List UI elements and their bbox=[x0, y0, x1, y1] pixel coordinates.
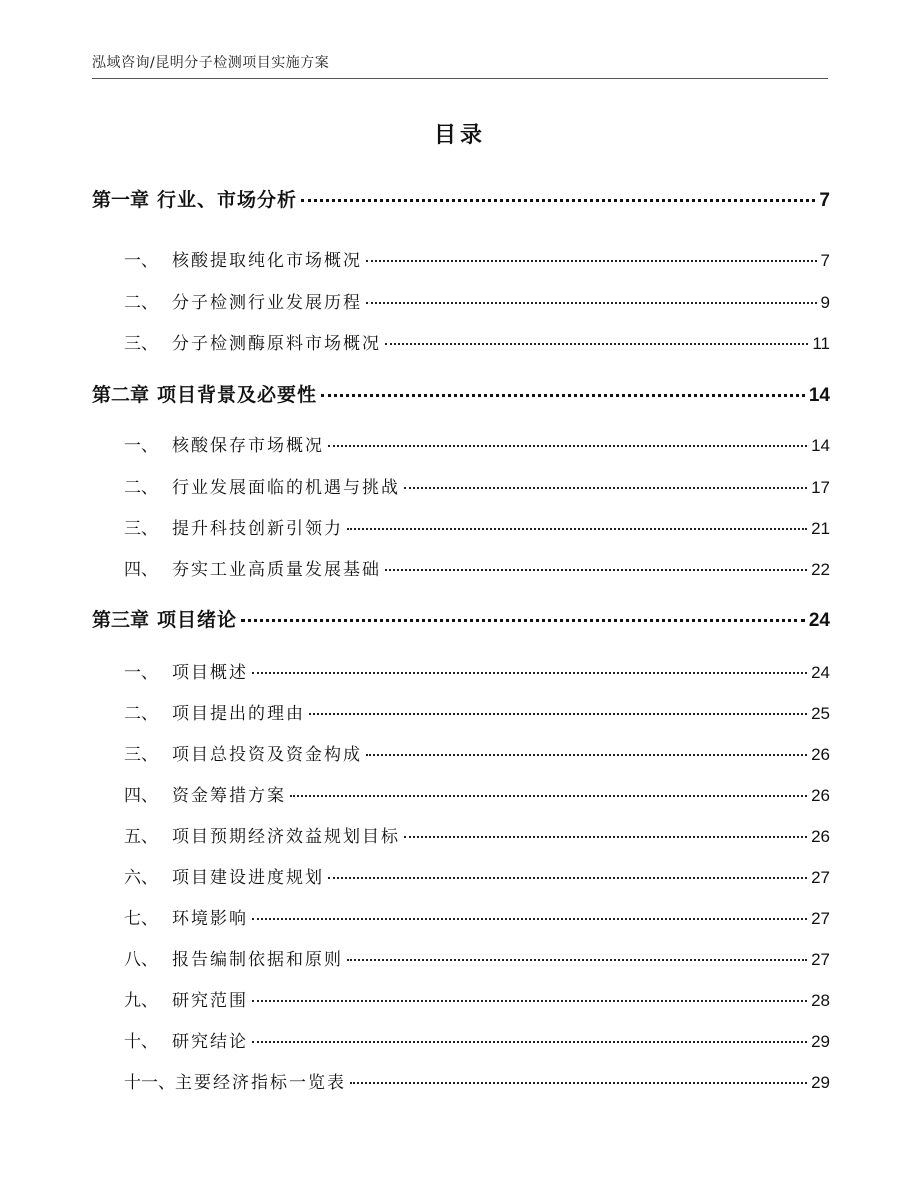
toc-chapter-entry[interactable] bbox=[92, 185, 830, 212]
toc-section-entry[interactable] bbox=[92, 473, 830, 498]
toc-entry-title: 研究结论 bbox=[172, 1032, 248, 1052]
toc-dot-leader bbox=[350, 1082, 807, 1084]
header-divider bbox=[92, 78, 828, 79]
toc-section-entry[interactable] bbox=[92, 1027, 830, 1052]
toc-dot-leader bbox=[347, 528, 807, 530]
toc-section-entry[interactable] bbox=[92, 699, 830, 724]
toc-dot-leader bbox=[385, 569, 807, 571]
toc-dot-leader bbox=[309, 713, 807, 715]
toc-entry-number: 七、 bbox=[124, 909, 158, 929]
toc-entry-title: 项目总投资及资金构成 bbox=[172, 745, 362, 765]
toc-entry-page-number: 24 bbox=[808, 610, 830, 631]
toc-entry-number: 第一章 bbox=[92, 189, 150, 211]
toc-chapter-entry[interactable] bbox=[92, 605, 830, 632]
toc-section-entry[interactable] bbox=[92, 904, 830, 929]
toc-entry-page-number: 7 bbox=[820, 251, 830, 270]
toc-entry-number: 一、 bbox=[124, 663, 158, 683]
toc-section-entry[interactable] bbox=[92, 863, 830, 888]
toc-entry-page-number: 26 bbox=[811, 827, 830, 846]
toc-entry-title: 报告编制依据和原则 bbox=[172, 950, 343, 970]
toc-chapter-entry[interactable] bbox=[92, 380, 830, 407]
toc-section-entry[interactable] bbox=[92, 329, 830, 354]
toc-dot-leader bbox=[321, 394, 805, 397]
toc-dot-leader bbox=[385, 343, 808, 345]
toc-entry-title: 核酸提取纯化市场概况 bbox=[172, 251, 362, 271]
toc-entry-page-number: 27 bbox=[811, 950, 830, 969]
toc-section-entry[interactable] bbox=[92, 740, 830, 765]
toc-section-entry[interactable] bbox=[92, 514, 830, 539]
toc-dot-leader bbox=[241, 619, 805, 622]
toc-entry-number: 第三章 bbox=[92, 609, 150, 631]
toc-entry-title: 行业、市场分析 bbox=[157, 189, 298, 211]
toc-entry-title: 研究范围 bbox=[172, 991, 248, 1011]
toc-entry-number: 八、 bbox=[124, 950, 158, 970]
toc-entry-number: 三、 bbox=[124, 519, 158, 539]
toc-dot-leader bbox=[252, 1000, 807, 1002]
toc-entry-page-number: 28 bbox=[811, 991, 830, 1010]
toc-dot-leader bbox=[252, 1041, 807, 1043]
toc-entry-page-number: 11 bbox=[812, 334, 830, 353]
toc-entry-title: 项目绪论 bbox=[157, 609, 238, 631]
toc-entry-title: 分子检测酶原料市场概况 bbox=[172, 334, 381, 354]
toc-section-entry[interactable] bbox=[92, 945, 830, 970]
toc-entry-page-number: 14 bbox=[811, 436, 830, 455]
toc-entry-page-number: 21 bbox=[811, 519, 830, 538]
toc-section-entry[interactable] bbox=[92, 658, 830, 683]
toc-entry-number: 三、 bbox=[124, 745, 158, 765]
toc-entry-title: 资金筹措方案 bbox=[172, 786, 286, 806]
toc-entry-page-number: 9 bbox=[820, 293, 830, 312]
toc-entry-number: 二、 bbox=[124, 478, 158, 498]
toc-dot-leader bbox=[301, 199, 815, 202]
toc-entry-title: 项目概述 bbox=[172, 663, 248, 683]
toc-entry-number: 五、 bbox=[124, 827, 158, 847]
page-header: 泓域咨询/昆明分子检测项目实施方案 bbox=[92, 55, 330, 71]
toc-section-entry[interactable] bbox=[92, 781, 830, 806]
toc-entry-number: 十一、 bbox=[124, 1073, 175, 1093]
toc-entry-title: 项目预期经济效益规划目标 bbox=[172, 827, 400, 847]
toc-dot-leader bbox=[252, 918, 807, 920]
toc-entry-title: 夯实工业高质量发展基础 bbox=[172, 560, 381, 580]
toc-entry-page-number: 27 bbox=[811, 868, 830, 887]
toc-entry-number: 三、 bbox=[124, 334, 158, 354]
toc-entry-number: 二、 bbox=[124, 704, 158, 724]
toc-entry-page-number: 26 bbox=[811, 745, 830, 764]
toc-section-entry[interactable] bbox=[92, 288, 830, 313]
toc-entry-page-number: 29 bbox=[811, 1032, 830, 1051]
toc-entry-title: 项目背景及必要性 bbox=[157, 384, 318, 406]
toc-section-entry[interactable] bbox=[92, 431, 830, 456]
toc-entry-page-number: 14 bbox=[808, 385, 830, 406]
toc-entry-page-number: 27 bbox=[811, 909, 830, 928]
toc-entry-number: 一、 bbox=[124, 251, 158, 271]
toc-dot-leader bbox=[328, 877, 807, 879]
toc-section-entry[interactable] bbox=[92, 246, 830, 271]
toc-dot-leader bbox=[404, 836, 807, 838]
toc-dot-leader bbox=[366, 754, 807, 756]
toc-entry-number: 六、 bbox=[124, 868, 158, 888]
toc-entry-page-number: 25 bbox=[811, 704, 830, 723]
toc-entry-number: 四、 bbox=[124, 786, 158, 806]
toc-entry-title: 分子检测行业发展历程 bbox=[172, 293, 362, 313]
toc-dot-leader bbox=[347, 959, 807, 961]
toc-title: 目录 bbox=[433, 123, 486, 148]
toc-section-entry[interactable] bbox=[92, 822, 830, 847]
toc-dot-leader bbox=[404, 487, 807, 489]
toc-entry-page-number: 29 bbox=[811, 1073, 830, 1092]
toc-section-entry[interactable] bbox=[92, 986, 830, 1011]
toc-entry-title: 提升科技创新引领力 bbox=[172, 519, 343, 539]
toc-entry-number: 第二章 bbox=[92, 384, 150, 406]
toc-entry-number: 一、 bbox=[124, 436, 158, 456]
toc-entry-title: 核酸保存市场概况 bbox=[172, 436, 324, 456]
toc-entry-number: 十、 bbox=[124, 1032, 158, 1052]
toc-entry-page-number: 7 bbox=[819, 190, 830, 211]
toc-dot-leader bbox=[290, 795, 807, 797]
toc-entry-title: 主要经济指标一览表 bbox=[175, 1073, 346, 1093]
toc-dot-leader bbox=[366, 260, 817, 262]
toc-section-entry[interactable] bbox=[92, 1068, 830, 1093]
toc-entry-number: 四、 bbox=[124, 560, 158, 580]
toc-entry-page-number: 26 bbox=[811, 786, 830, 805]
toc-entry-page-number: 24 bbox=[811, 663, 830, 682]
toc-dot-leader bbox=[328, 445, 807, 447]
toc-entry-number: 九、 bbox=[124, 991, 158, 1011]
toc-entry-title: 行业发展面临的机遇与挑战 bbox=[172, 478, 400, 498]
toc-section-entry[interactable] bbox=[92, 555, 830, 580]
toc-entry-number: 二、 bbox=[124, 293, 158, 313]
toc-dot-leader bbox=[366, 302, 817, 304]
toc-dot-leader bbox=[252, 672, 807, 674]
toc-entry-page-number: 17 bbox=[811, 478, 830, 497]
toc-entry-page-number: 22 bbox=[811, 560, 830, 579]
toc-entry-title: 项目提出的理由 bbox=[172, 704, 305, 724]
toc-entry-title: 环境影响 bbox=[172, 909, 248, 929]
toc-entry-title: 项目建设进度规划 bbox=[172, 868, 324, 888]
